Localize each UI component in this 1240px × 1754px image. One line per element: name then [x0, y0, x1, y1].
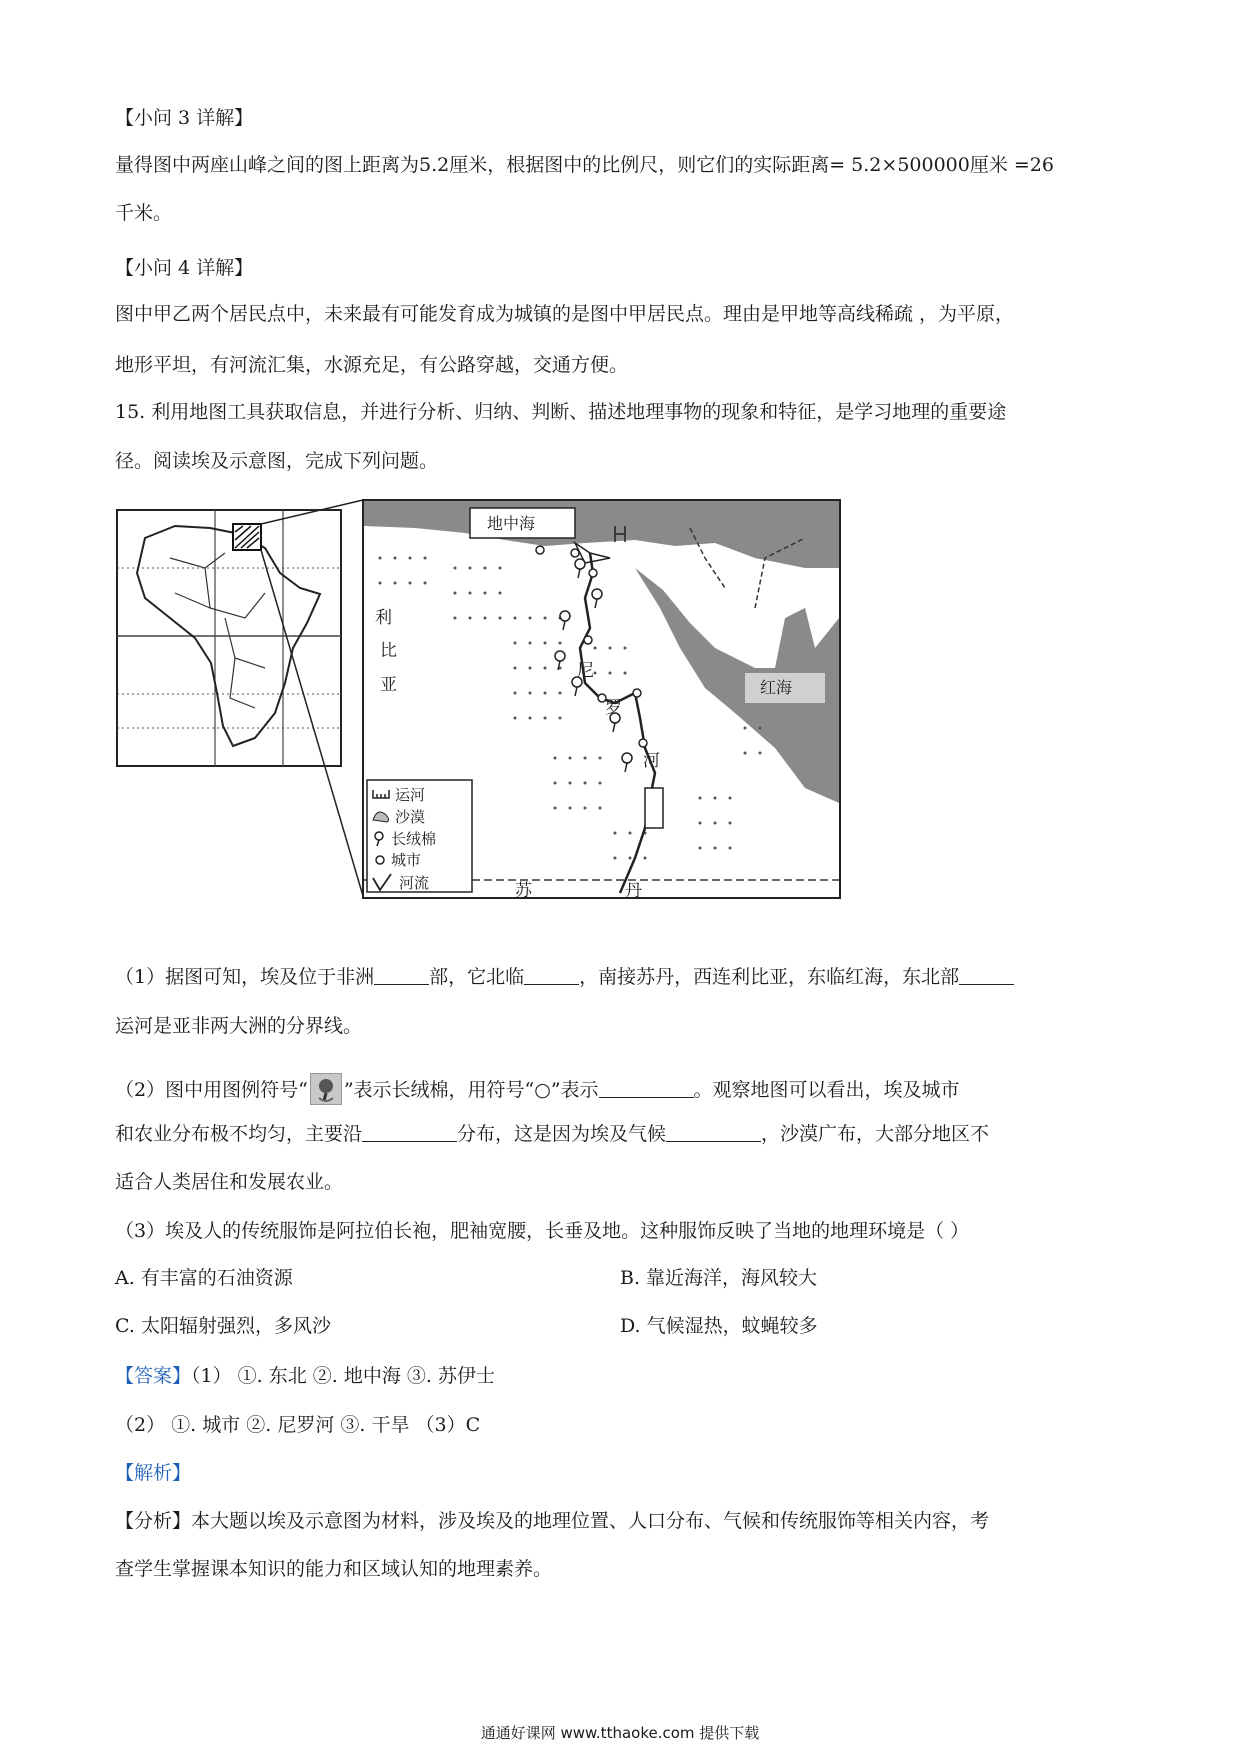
egypt-detail-map — [363, 500, 840, 900]
q3-text-line1: 量得图中两座山峰之间的图上距离为5.2厘米，根据图中的比例尺，则它们的实际距离= 5.2×500000厘米 =26 — [115, 154, 1054, 176]
blank-4 — [599, 1079, 694, 1098]
red-sea-label: 红海 — [760, 678, 793, 697]
blank-2 — [524, 966, 579, 985]
sub2-text-c: 。观察地图可以看出，埃及城市 — [693, 1079, 960, 1101]
q4-text-line1: 图中甲乙两个居民点中，未来最有可能发育成为城镇的是图中甲居民点。理由是甲地等高线稀疏 ，为平原， — [115, 303, 1015, 325]
q15-stem-line2: 径。阅读埃及示意图，完成下列问题。 — [115, 450, 439, 472]
sudan-char-1: 苏 — [515, 881, 532, 900]
mediterranean-label: 地中海 — [487, 514, 536, 533]
libya-char-2: 比 — [380, 641, 397, 661]
blank-6 — [666, 1123, 761, 1142]
option-d: D. 气候湿热，蚊蝇较多 — [620, 1315, 818, 1337]
legend-river: 河流 — [399, 874, 430, 892]
sub3-stem: （3）埃及人的传统服饰是阿拉伯长袍，肥袖宽腰，长垂及地。这种服饰反映了当地的地理环境是（ ） — [115, 1220, 970, 1242]
analysis-text-1: 本大题以埃及示意图为材料，涉及埃及的地理位置、人口分布、气候和传统服饰等相关内容，考 — [191, 1510, 990, 1532]
analysis-line1 — [115, 1509, 989, 1533]
sub1-text-a: （1）据图可知，埃及位于非洲 — [115, 966, 375, 988]
legend-canal: 运河 — [395, 786, 426, 804]
sub1-text-b: 部，它北临 — [429, 966, 525, 988]
sub2-text-a: （2）图中用图例符号“ — [115, 1079, 308, 1101]
blank-3 — [959, 966, 1014, 985]
option-c: C. 太阳辐射强烈，多风沙 — [115, 1315, 331, 1337]
sub2-line1 — [115, 1073, 960, 1105]
blank-5 — [362, 1123, 457, 1142]
nile-char-2: 罗 — [605, 698, 622, 718]
legend-city: 城市 — [391, 851, 422, 869]
libya-char-3: 亚 — [380, 675, 397, 695]
analysis-line2: 查学生掌握课本知识的能力和区域认知的地理素养。 — [115, 1558, 553, 1580]
q3-text-line2: 千米。 — [115, 202, 173, 224]
answer-line2: （2） ①. 城市 ②. 尼罗河 ③. 干旱 （3）C — [115, 1414, 481, 1436]
sub2-text-f: ，沙漠广布，大部分地区不 — [761, 1123, 990, 1145]
answer-label: 【答案】 — [115, 1365, 192, 1387]
legend-cotton: 长绒棉 — [391, 830, 437, 848]
sub1-line2: 运河是亚非两大洲的分界线。 — [115, 1015, 363, 1037]
sub1-text-c: ，南接苏丹，西连利比亚，东临红海，东北部 — [579, 966, 960, 988]
nile-char-1: 尼 — [577, 661, 594, 681]
sub2-text-b: ”表示长绒棉，用符号“○”表示 — [343, 1079, 599, 1101]
option-a: A. 有丰富的石油资源 — [115, 1267, 293, 1289]
page-footer: 通通好课网 www.tthaoke.com 提供下载 — [480, 1724, 760, 1742]
answer-text-1: （1） ①. 东北 ②. 地中海 ③. 苏伊士 — [191, 1365, 495, 1387]
q15-stem-line1: 15. 利用地图工具获取信息，并进行分析、归纳、判断、描述地理事物的现象和特征，是学习地理的重要途 — [115, 401, 1007, 423]
nile-char-3: 河 — [643, 751, 660, 771]
option-b: B. 靠近海洋，海风较大 — [620, 1267, 818, 1289]
cotton-symbol-icon — [310, 1073, 342, 1105]
analysis-label: 【解析】 — [115, 1462, 192, 1484]
egypt-map-figure — [115, 498, 842, 900]
sub2-text-d: 和农业分布极不均匀，主要沿 — [115, 1123, 363, 1145]
map-legend — [367, 780, 472, 892]
sub2-text-e: 分布，这是因为埃及气候 — [457, 1123, 667, 1145]
sub1-line1 — [115, 965, 1014, 989]
q3-header: 【小问 3 详解】 — [115, 107, 254, 129]
q4-header: 【小问 4 详解】 — [115, 257, 254, 279]
sudan-char-2: 丹 — [625, 881, 642, 900]
legend-desert: 沙漠 — [395, 808, 426, 826]
sub2-line3: 适合人类居住和发展农业。 — [115, 1171, 344, 1193]
libya-char-1: 利 — [375, 608, 392, 628]
africa-inset-map — [117, 510, 341, 766]
analysis-tag: 【分析】 — [115, 1510, 192, 1532]
sub2-line2 — [115, 1122, 989, 1146]
q4-text-line2: 地形平坦，有河流汇集，水源充足，有公路穿越，交通方便。 — [115, 354, 629, 376]
blank-1 — [374, 966, 429, 985]
answer-line1 — [115, 1364, 495, 1388]
